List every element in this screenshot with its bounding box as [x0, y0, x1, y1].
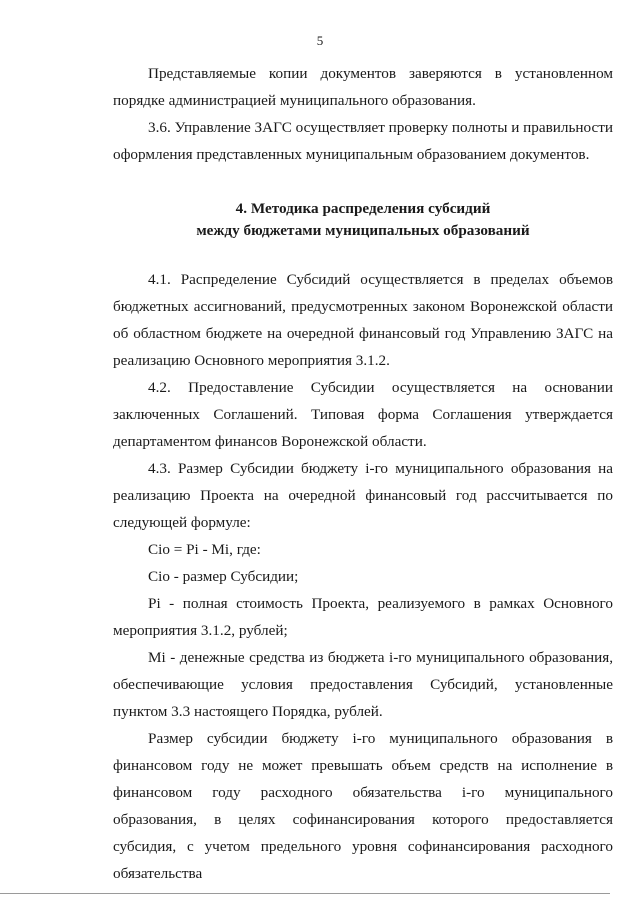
definition-cio: Cio - размер Субсидии;: [148, 568, 299, 585]
definition-mi: Mi - денежные средства из бюджета i-го муниципального образования, обеспечивающие условия предоставления Субсидий, установленные пунктом 3.3 настоящего Порядка, рублей.: [113, 649, 613, 720]
paragraph-copies-certification: Представляемые копии документов заверяются в установленном порядке администрацией муниципального образования.: [113, 65, 613, 109]
section-heading-line-2: между бюджетами муниципальных образований: [196, 222, 530, 239]
subsidy-formula: Cio = Pi - Mi, где:: [148, 541, 261, 558]
page-number: 5: [316, 33, 324, 48]
definition-pi: Pi - полная стоимость Проекта, реализуемого в рамках Основного мероприятия 3.1.2, рублей;: [113, 595, 613, 639]
document-body: [113, 60, 613, 887]
section-heading-line-1: 4. Методика распределения субсидий: [235, 200, 491, 217]
paragraph-4-1: 4.1. Распределение Субсидий осуществляется в пределах объемов бюджетных ассигнований, предусмотренных законом Воронежской области об областном бюджете на очередной финансовый год Управлению ЗАГС на реализацию Основного мероприятия 3.1.2.: [113, 271, 613, 369]
paragraph-3-6: 3.6. Управление ЗАГС осуществляет проверку полноты и правильности оформления представленных муниципальным образованием документов.: [113, 119, 613, 163]
paragraph-subsidy-limit: Размер субсидии бюджету i-го муниципального образования в финансовом году не может превышать объем средств на исполнение в финансовом году расходного обязательства i-го муниципального образования, в целях софинансирования которого предоставляется субсидия, с учетом предельного уровня софинансирования расходного обязательства: [113, 730, 613, 882]
paragraph-4-3: 4.3. Размер Субсидии бюджету i-го муниципального образования на реализацию Проекта на очередной финансовый год рассчитывается по следующей формуле:: [113, 460, 613, 531]
page-bottom-rule: [0, 893, 610, 894]
paragraph-4-2: 4.2. Предоставление Субсидии осуществляется на основании заключенных Соглашений. Типовая форма Соглашения утверждается департаментом финансов Воронежской области.: [113, 379, 613, 450]
